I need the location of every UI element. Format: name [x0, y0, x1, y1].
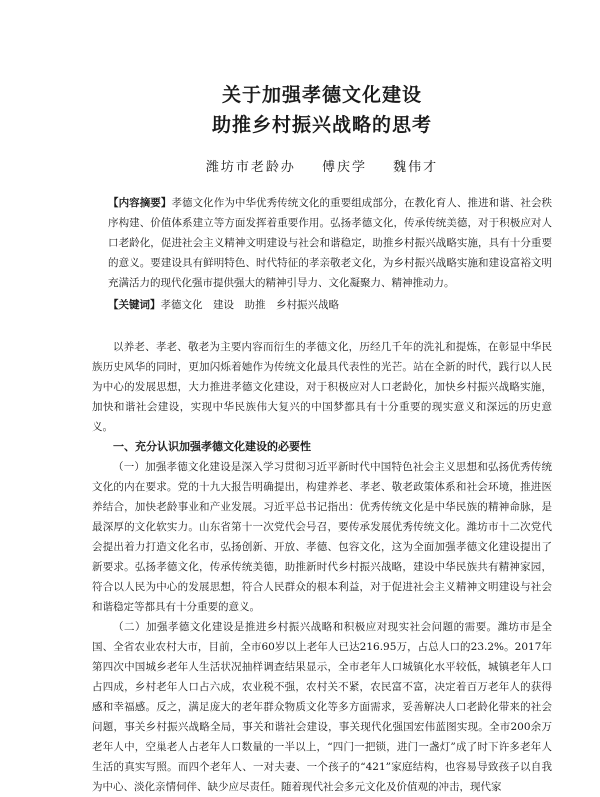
abstract-text: 孝德文化作为中华优秀传统文化的重要组成部分，在教化育人、推进和谐、社会秩序构建、价值体系建立等方面发挥着重要作用。弘扬孝德文化，传承传统美德，对于积极应对人口老龄化，促进社会主义精神文明建设与社会和谐稳定，助推乡村振兴战略实施，具有十分重要的意义。要建设具有鲜明特色、时代特征的孝亲敬老文化，为乡村振兴战略实施和建设富裕文明充满活力的现代化强市提供强大的精神引导力、文化凝聚力、精神推动力。	[108, 197, 553, 289]
section-1-paragraph-1	[92, 457, 552, 617]
para-2-lead: （二）加强孝德文化建设是推进乡村振兴战略和积极应对现实社会问题的需要。	[113, 621, 498, 633]
author-1: 傅庆学	[321, 160, 367, 175]
abstract-label: 【内容摘要】	[108, 197, 172, 209]
title-line-1: 关于加强孝德文化建设	[221, 84, 422, 106]
keywords	[108, 295, 552, 315]
section-1-paragraph-2	[92, 617, 552, 797]
section-1-heading: 一、充分认识加强孝德文化建设的必要性	[113, 440, 311, 453]
author-line	[92, 156, 552, 175]
author-org: 潍坊市老龄办	[205, 160, 296, 175]
para-1-lead: （一）加强孝德文化建设是深入学习贯彻习近平新时代中国特色社会主义思想和弘扬优秀传统文化的内在要求。	[92, 461, 552, 493]
keywords-text: 孝德文化 建设 助推 乡村振兴战略	[160, 299, 339, 311]
intro-paragraph: 以养老、孝老、敬老为主要内容而衍生的孝德文化，历经几千年的洗礼和提炼，在彰显中华民族历史风华的同时，更加闪烁着她作为传统文化最具代表性的光芒。站在全新的时代，践行以人民为中心的发展思想，大力推进孝德文化建设，对于积极应对人口老龄化，加快乡村振兴战略实施，加快和谐社会建设，实现中华民族伟大复兴的中国梦都具有十分重要的现实意义和深远的历史意义。	[92, 341, 552, 433]
keywords-label: 【关键词】	[108, 299, 161, 311]
title-line-2: 助推乡村振兴战略的思考	[211, 114, 432, 136]
para-1-body: 党的十九大报告明确提出，构建养老、孝老、敬老政策体系和社会环境，推进医养结合，加快老龄事业和产业发展。习近平总书记指出：优秀传统文化是中华民族的精神命脉，是最深厚的文化软实力。山东省第十一次党代会号召，要传承发展优秀传统文化。潍坊市十二次党代会提出着力打造文化名市，弘扬创新、开放、孝德、包容文化，这为全面加强孝德文化建设提出了新要求。弘扬孝德文化，传承传统美德，助推新时代乡村振兴战略，建设中华民族共有精神家园，符合以人民为中心的发展思想，符合人民群众的根本利益，对于促进社会主义精神文明建设与社会和谐稳定等都具有十分重要的意义。	[92, 481, 553, 613]
abstract	[108, 193, 552, 293]
para-2-body: 潍坊市是全国、全省农业农村大市，目前，全市60岁以上老年人已达216.95万，占总人口的23.2%。2017年第四次中国城乡老年人生活状况抽样调查结果显示，全市老年人口城镇化水平较低，城镇老年人口占四成，乡村老年人口占六成，农业税不强，农村关不紧，农民富不富，决定着百万老年人的获得感和幸福感。反之，满足庞大的老年群众物质文化等多方面需求，妥善解决人口老龄化带来的社会问题，事关乡村振兴战略全局，事关和谐社会建设，事关现代化强国宏伟蓝图实现。全市200余万老年人中，空巢老人占老年人口数量的一半以上，“四门一把锁，进门一盏灯”成了时下许多老年人生活的真实写照。而四个老年人、一对夫妻、一个孩子的“421”家庭结构，也容易导致孩子以自我为中心、淡化亲情伺伴、缺少应尽责任。随着现代社会多元文化及价值观的冲击，现代家	[92, 621, 553, 793]
author-2: 魏伟才	[393, 160, 439, 175]
